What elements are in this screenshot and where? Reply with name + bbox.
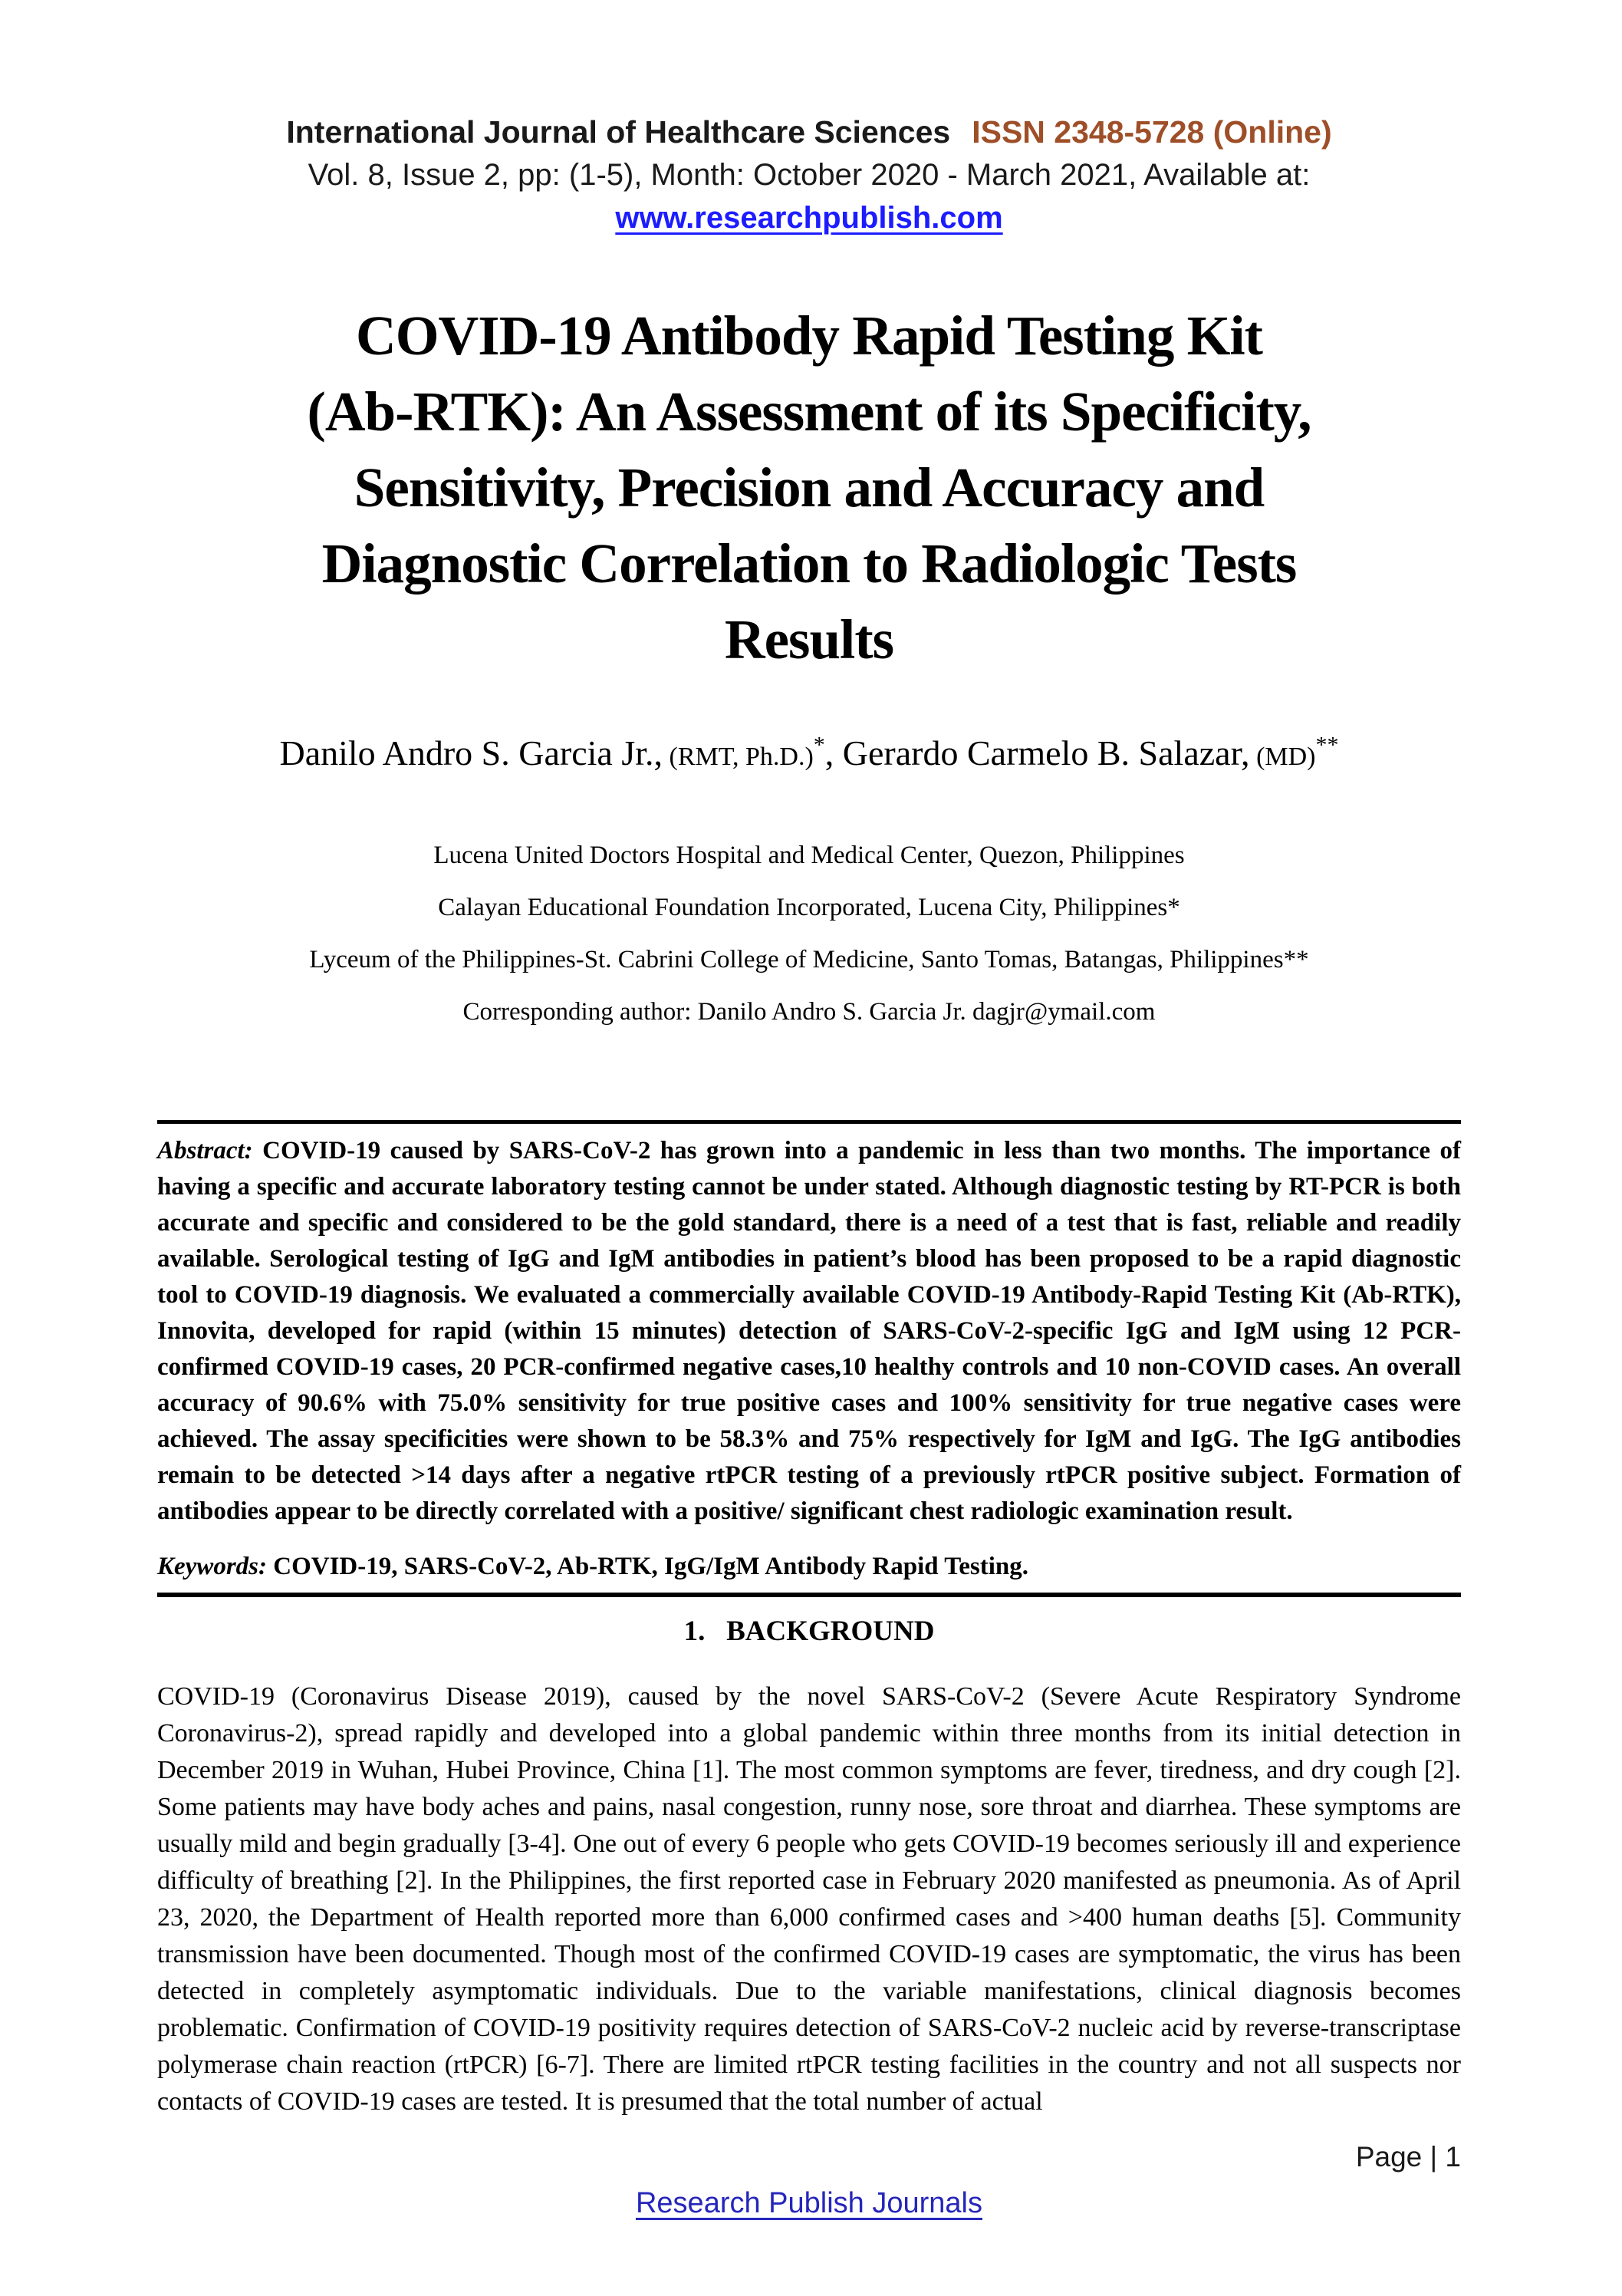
journal-name: International Journal of Healthcare Sciences xyxy=(286,114,951,150)
page-number: Page | 1 xyxy=(1355,2141,1461,2172)
keywords-label: Keywords: xyxy=(157,1553,267,1580)
abstract-text: COVID-19 caused by SARS-CoV-2 has grown into a pandemic in less than two months. The importance of having a specific and accurate laboratory testing cannot be under stated. Although diagnostic testing by RT-PCR is both accurate and specific and considered to be the gold standard, there is a need of a test that is fast, reliable and readily available. Serological testing of IgG and IgM antibodies in patient’s blood has been proposed to be a rapid diagnostic tool to COVID-19 diagnosis. We evaluated a commercially available COVID-19 Antibody-Rapid Testing Kit (Ab-RTK), Innovita, developed for rapid (within 15 minutes) detection of SARS-CoV-2-specific IgG and IgM using 12 PCR-confirmed COVID-19 cases, 20 PCR-confirmed negative cases,10 healthy controls and 10 non-COVID cases. An overall accuracy of 90.6% with 75.0% sensitivity for true positive cases and 100% sensitivity for true negative cases were achieved. The assay specificities were shown to be 58.3% and 75% respectively for IgM and IgG. The IgG antibodies remain to be detected >14 days after a negative rtPCR testing of a previously rtPCR positive subject. Formation of antibodies appear to be directly correlated with a positive/ significant chest radiologic examination result. xyxy=(157,1137,1461,1525)
divider-top xyxy=(157,1120,1461,1124)
journal-header-line2 xyxy=(157,153,1461,239)
abstract-paragraph xyxy=(157,1133,1461,1530)
section-heading-background: 1. BACKGROUND xyxy=(683,1616,935,1647)
journal-issn: ISSN 2348-5728 (Online) xyxy=(972,114,1332,150)
journal-header xyxy=(157,111,1461,239)
author-name: Gerardo Carmelo B. Salazar, xyxy=(842,733,1250,772)
affiliation-line: Lyceum of the Philippines-St. Cabrini College of Medicine, Santo Tomas, Batangas, Philippines** xyxy=(309,946,1309,973)
body-paragraph: COVID-19 (Coronavirus Disease 2019), caused by the novel SARS-CoV-2 (Severe Acute Respiratory Syndrome Coronavirus-2), spread rapidly and developed into a global pandemic within three months from its initial detection in December 2019 in Wuhan, Hubei Province, China [1]. The most common symptoms are fever, tiredness, and dry cough [2]. Some patients may have body aches and pains, nasal congestion, runny nose, sore throat and diarrhea. These symptoms are usually mild and begin gradually [3-4]. One out of every 6 people who gets COVID-19 becomes seriously ill and experience difficulty of breathing [2]. In the Philippines, the first reported case in February 2020 manifested as pneumonia. As of April 23, 2020, the Department of Health reported more than 6,000 confirmed cases and >400 human deaths [5]. Community transmission have been documented. Though most of the confirmed COVID-19 cases are symptomatic, the virus has been detected in completely asymptomatic individuals. Due to the variable manifestations, clinical diagnosis becomes problematic. Confirmation of COVID-19 positivity requires detection of SARS-CoV-2 nucleic acid by reverse-transcriptase polymerase chain reaction (rtPCR) [6-7]. There are limited rtPCR testing facilities in the country and not all suspects nor contacts of COVID-19 cases are tested. It is presumed that the total number of actual xyxy=(157,1682,1461,2116)
corresponding-author-line: Corresponding author: Danilo Andro S. Garcia Jr. dagjr@ymail.com xyxy=(462,998,1156,1026)
author-separator: , xyxy=(824,733,843,772)
paper-title-line: Sensitivity, Precision and Accuracy and xyxy=(354,456,1265,519)
paper-title-line: Diagnostic Correlation to Radiologic Tests xyxy=(321,532,1297,595)
footer xyxy=(157,2186,1461,2220)
affiliation-line: Calayan Educational Foundation Incorporated, Lucena City, Philippines* xyxy=(438,894,1180,921)
affiliation-line: Lucena United Doctors Hospital and Medical Center, Quezon, Philippines xyxy=(433,842,1185,869)
author-marker: ** xyxy=(1315,732,1339,758)
volume-issue-text: Vol. 8, Issue 2, pp: (1-5), Month: October 2020 - March 2021, Available at: xyxy=(308,158,1311,192)
author-credential: (MD) xyxy=(1249,743,1316,771)
authors-line xyxy=(157,730,1461,781)
divider-bottom xyxy=(157,1593,1461,1597)
keywords-line xyxy=(157,1551,1461,1582)
journal-url-link[interactable]: www.researchpublish.com xyxy=(615,201,1003,235)
abstract-label: Abstract: xyxy=(157,1137,253,1164)
footer-journal-link[interactable]: Research Publish Journals xyxy=(635,2187,982,2219)
paper-title-line: Results xyxy=(724,608,894,670)
journal-header-line1 xyxy=(157,111,1461,153)
author-marker: * xyxy=(813,732,825,758)
paper-title-line: (Ab-RTK): An Assessment of its Specificity, xyxy=(307,380,1311,443)
paper-title xyxy=(157,298,1461,677)
keywords-text: COVID-19, SARS-CoV-2, Ab-RTK, IgG/IgM Antibody Rapid Testing. xyxy=(267,1553,1028,1580)
paper-title-line: COVID-19 Antibody Rapid Testing Kit xyxy=(356,305,1262,367)
author-name: Danilo Andro S. Garcia Jr., xyxy=(279,733,663,772)
affiliations xyxy=(157,843,1461,1025)
author-credential: (RMT, Ph.D.) xyxy=(663,743,814,771)
